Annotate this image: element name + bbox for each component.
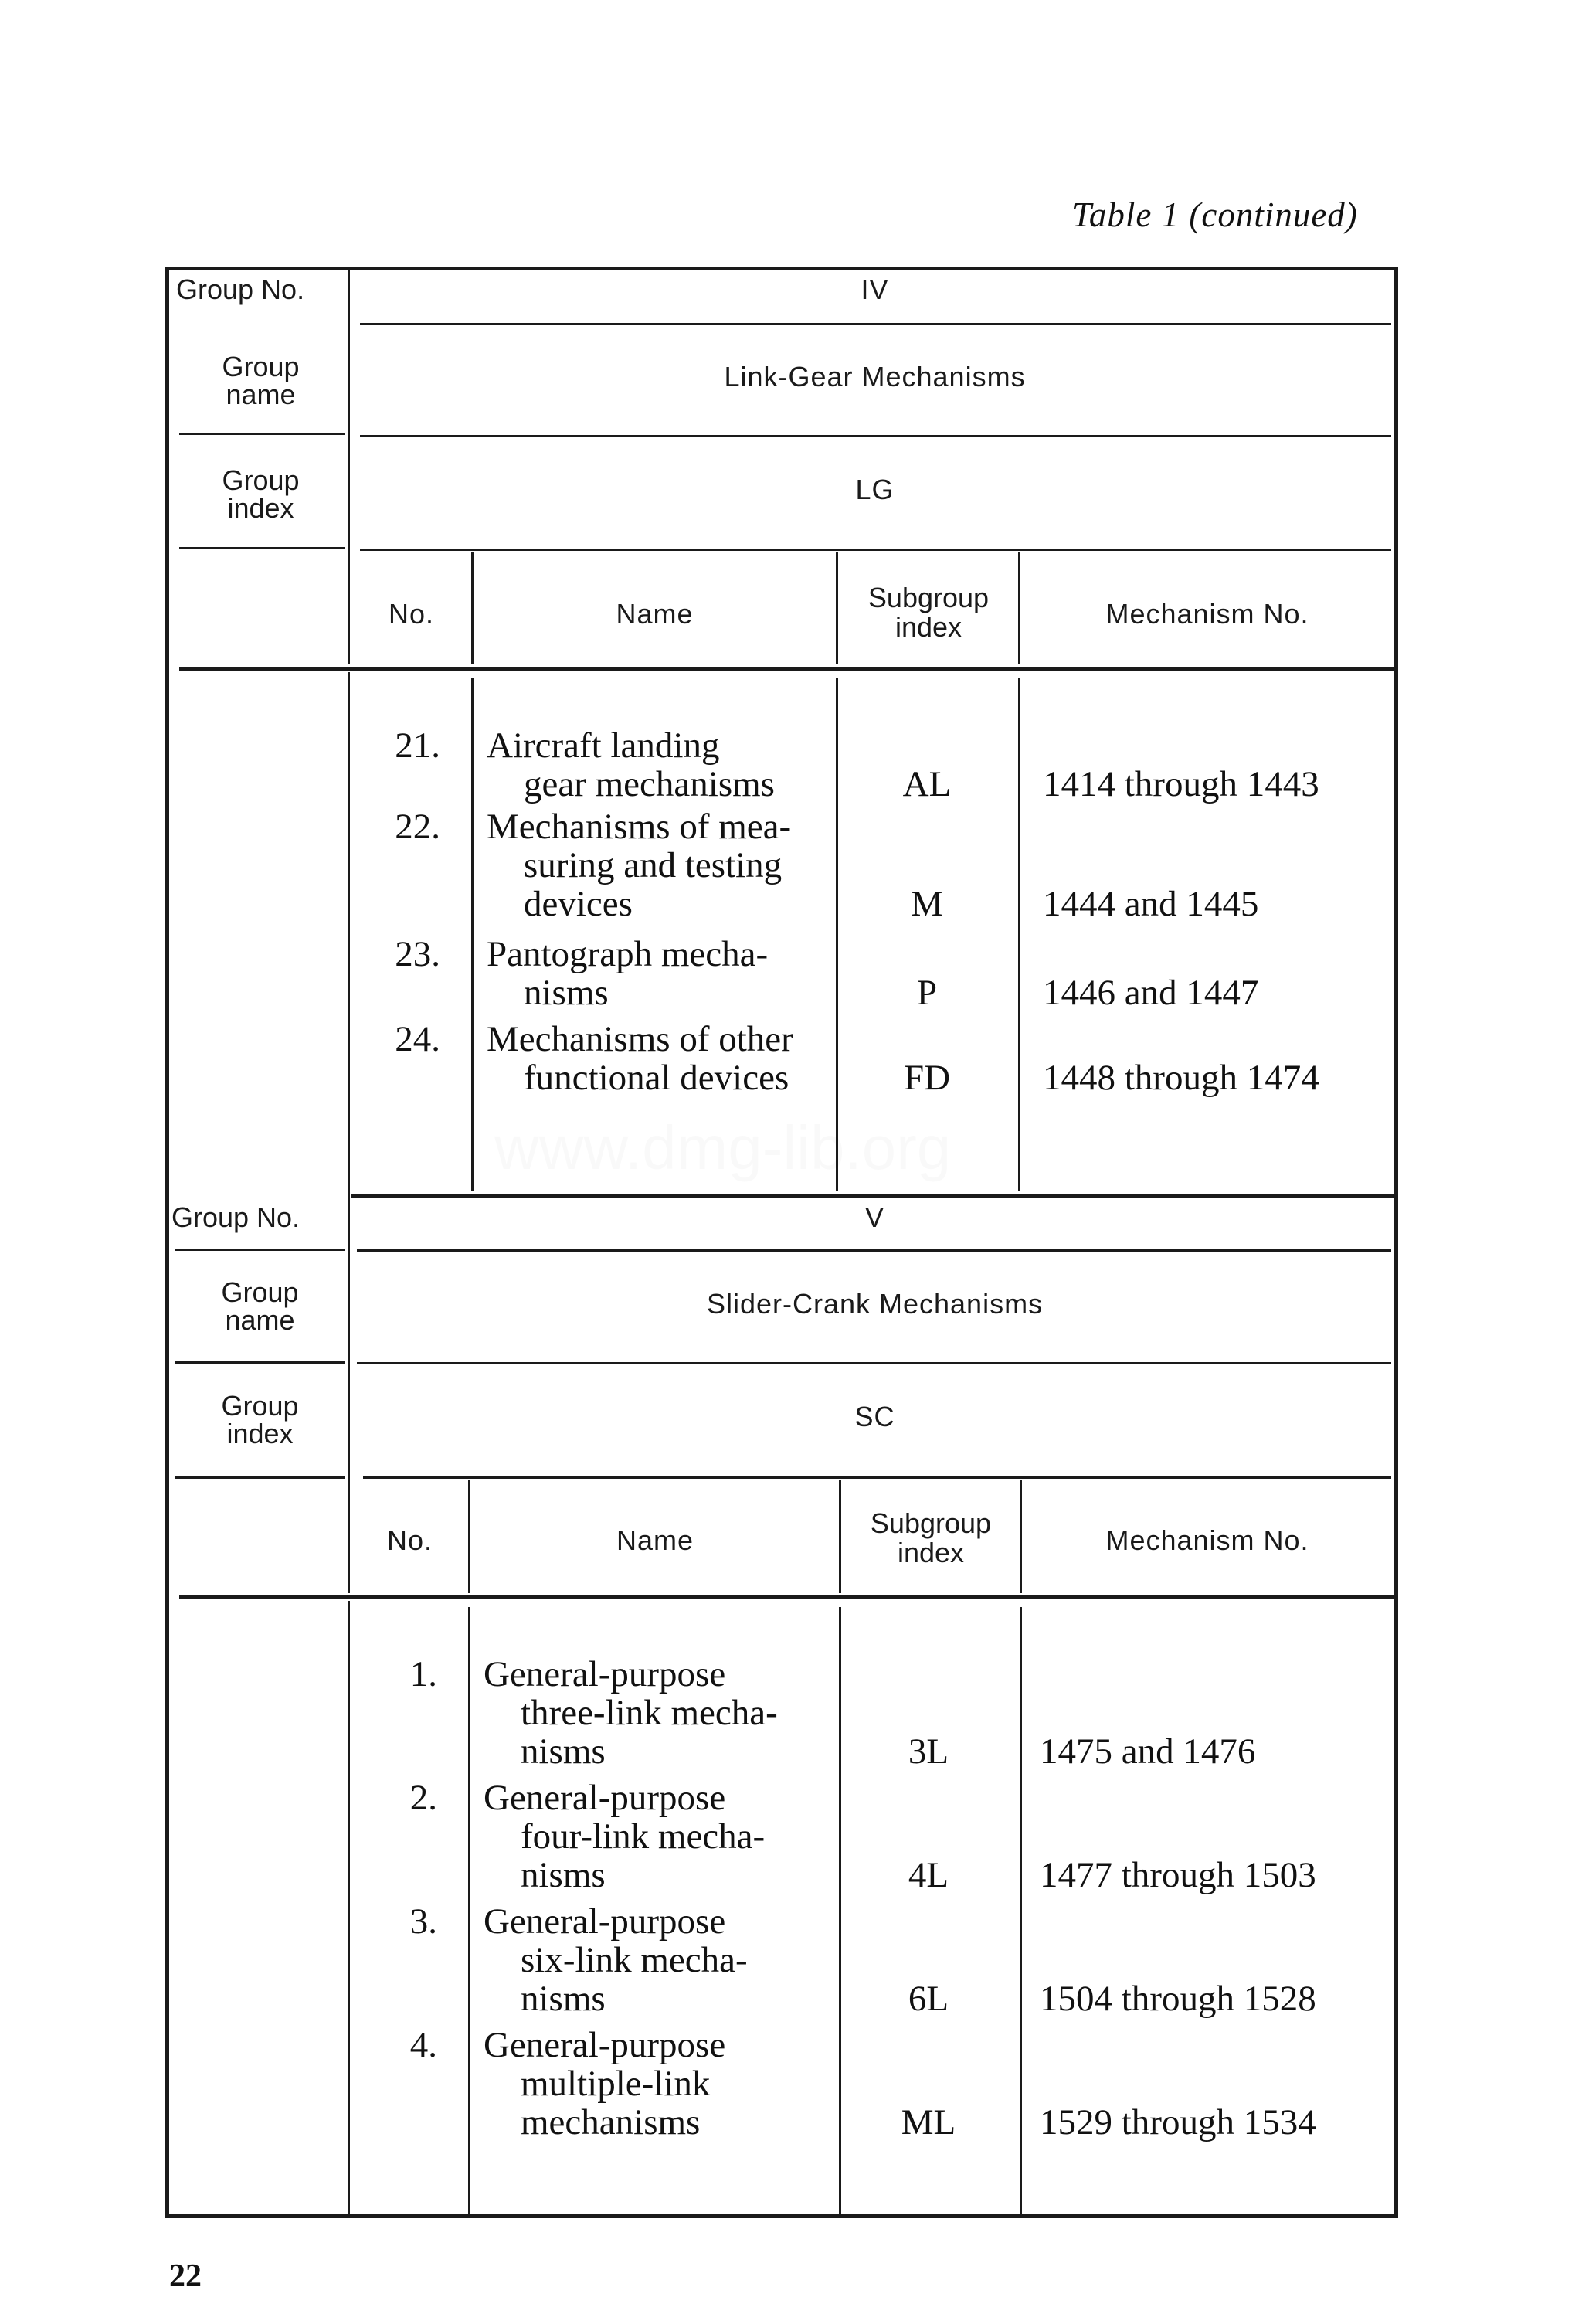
- row-subgroup: AL: [902, 764, 952, 804]
- divider-label-column: [348, 1191, 350, 1593]
- group-name-label: Group name: [222, 351, 300, 410]
- column-header-no: No.: [386, 1524, 433, 1556]
- row-no: 3.: [409, 1901, 437, 1942]
- row-mechanism: 1475 and 1476: [1040, 1731, 1256, 1772]
- name-line: General-purpose: [484, 1654, 726, 1694]
- group-separator-rule: [351, 1194, 1396, 1198]
- group-number: V: [864, 1201, 884, 1233]
- divider-label-column: [348, 267, 350, 664]
- row-mechanism: 1444 and 1445: [1043, 884, 1259, 924]
- group-number: IV: [861, 274, 889, 305]
- divider-label-column: [348, 672, 350, 1191]
- name-line: Aircraft landing: [487, 725, 720, 766]
- column-header-no: No.: [388, 598, 435, 630]
- header-bottom-rule: [179, 1595, 1394, 1599]
- group-index: LG: [855, 474, 895, 505]
- divider-subgroup-mechanism: [1020, 1607, 1022, 2216]
- divider-no-name: [471, 678, 474, 1191]
- name-line: nisms: [521, 1731, 606, 1772]
- rule: [360, 435, 1391, 437]
- row-mechanism: 1448 through 1474: [1043, 1058, 1319, 1098]
- frame-bottom-border: [165, 2214, 1398, 2218]
- column-header-subgroup: Subgroup index: [867, 582, 990, 643]
- row-no: 2.: [409, 1778, 437, 1818]
- row-mechanism: 1529 through 1534: [1040, 2102, 1316, 2142]
- row-name: [484, 1655, 823, 1771]
- name-line: nisms: [521, 1855, 606, 1895]
- rule: [357, 1249, 1391, 1252]
- group-index-label: Group index: [222, 464, 300, 524]
- rule: [179, 547, 345, 549]
- row-no: 1.: [409, 1654, 437, 1694]
- group-name-label: Group name: [221, 1276, 299, 1336]
- row-subgroup: 6L: [908, 1979, 949, 2019]
- row-name: [487, 726, 827, 804]
- name-line: devices: [524, 884, 633, 924]
- name-line: six-link mecha-: [521, 1940, 748, 1980]
- divider-name-subgroup: [839, 1480, 841, 1593]
- group-index: SC: [854, 1401, 895, 1432]
- divider-subgroup-mechanism: [1018, 552, 1020, 664]
- row-mechanism: 1504 through 1528: [1040, 1979, 1316, 2019]
- row-mechanism: 1477 through 1503: [1040, 1855, 1316, 1895]
- divider-no-name: [471, 552, 474, 664]
- rule: [363, 1476, 1391, 1479]
- name-line: General-purpose: [484, 1901, 726, 1942]
- name-line: Mechanisms of mea-: [487, 807, 792, 847]
- name-line: General-purpose: [484, 2025, 726, 2065]
- column-header-name: Name: [616, 598, 694, 630]
- group-no-label: Group No.: [171, 1201, 300, 1233]
- divider-no-name: [468, 1607, 470, 2216]
- name-line: nisms: [524, 973, 609, 1013]
- rule: [179, 433, 345, 435]
- row-name: [484, 2026, 823, 2142]
- group-no-label: Group No.: [176, 274, 305, 305]
- divider-no-name: [468, 1480, 470, 1593]
- page-number: 22: [169, 2258, 202, 2294]
- row-subgroup: P: [916, 973, 938, 1013]
- rule: [175, 1361, 345, 1364]
- divider-subgroup-mechanism: [1018, 678, 1020, 1191]
- row-no: 22.: [395, 807, 440, 847]
- rule: [175, 1476, 345, 1479]
- group-index-label: Group index: [221, 1390, 299, 1449]
- row-name: [484, 1902, 823, 2018]
- divider-subgroup-mechanism: [1020, 1480, 1022, 1593]
- name-line: four-link mecha-: [521, 1816, 766, 1857]
- frame-top-border: [165, 267, 1398, 270]
- row-no: 24.: [395, 1019, 440, 1059]
- row-no: 23.: [395, 934, 440, 974]
- row-subgroup: 4L: [908, 1855, 949, 1895]
- column-header-mechanism: Mechanism No.: [1105, 598, 1309, 630]
- name-line: nisms: [521, 1979, 606, 2019]
- row-mechanism: 1446 and 1447: [1043, 973, 1259, 1013]
- row-name: [487, 1020, 827, 1097]
- group-name: Link-Gear Mechanisms: [724, 361, 1026, 392]
- rule: [360, 549, 1391, 551]
- column-header-mechanism: Mechanism No.: [1105, 1524, 1309, 1556]
- row-no: 21.: [395, 725, 440, 766]
- row-no: 4.: [409, 2025, 437, 2065]
- row-subgroup: M: [911, 884, 943, 924]
- rule: [360, 323, 1391, 325]
- name-line: gear mechanisms: [524, 764, 775, 804]
- frame-left-border: [165, 267, 169, 2217]
- name-line: Mechanisms of other: [487, 1019, 793, 1059]
- name-line: Pantograph mecha-: [487, 934, 769, 974]
- row-subgroup: FD: [903, 1058, 951, 1098]
- rule: [175, 1249, 345, 1251]
- row-name: [487, 935, 827, 1012]
- name-line: mechanisms: [521, 2102, 701, 2142]
- name-line: General-purpose: [484, 1778, 726, 1818]
- column-header-name: Name: [616, 1524, 694, 1556]
- row-name: [484, 1779, 823, 1894]
- name-line: functional devices: [524, 1058, 789, 1098]
- divider-name-subgroup: [839, 1607, 841, 2216]
- watermark: [494, 1113, 951, 1184]
- divider-label-column: [348, 1601, 350, 2216]
- name-line: suring and testing: [524, 845, 783, 885]
- column-header-subgroup: Subgroup index: [870, 1507, 992, 1568]
- divider-name-subgroup: [836, 552, 838, 664]
- group-name: Slider-Crank Mechanisms: [706, 1288, 1044, 1320]
- rule: [357, 1362, 1391, 1364]
- name-line: three-link mecha-: [521, 1693, 778, 1733]
- table-caption: Table 1 (continued): [1072, 195, 1358, 234]
- row-mechanism: 1414 through 1443: [1043, 764, 1319, 804]
- row-name: [487, 807, 827, 923]
- name-line: multiple-link: [521, 2064, 711, 2104]
- frame-right-border: [1394, 267, 1398, 2217]
- row-subgroup: ML: [901, 2102, 956, 2142]
- header-bottom-rule: [179, 667, 1394, 671]
- row-subgroup: 3L: [908, 1731, 949, 1772]
